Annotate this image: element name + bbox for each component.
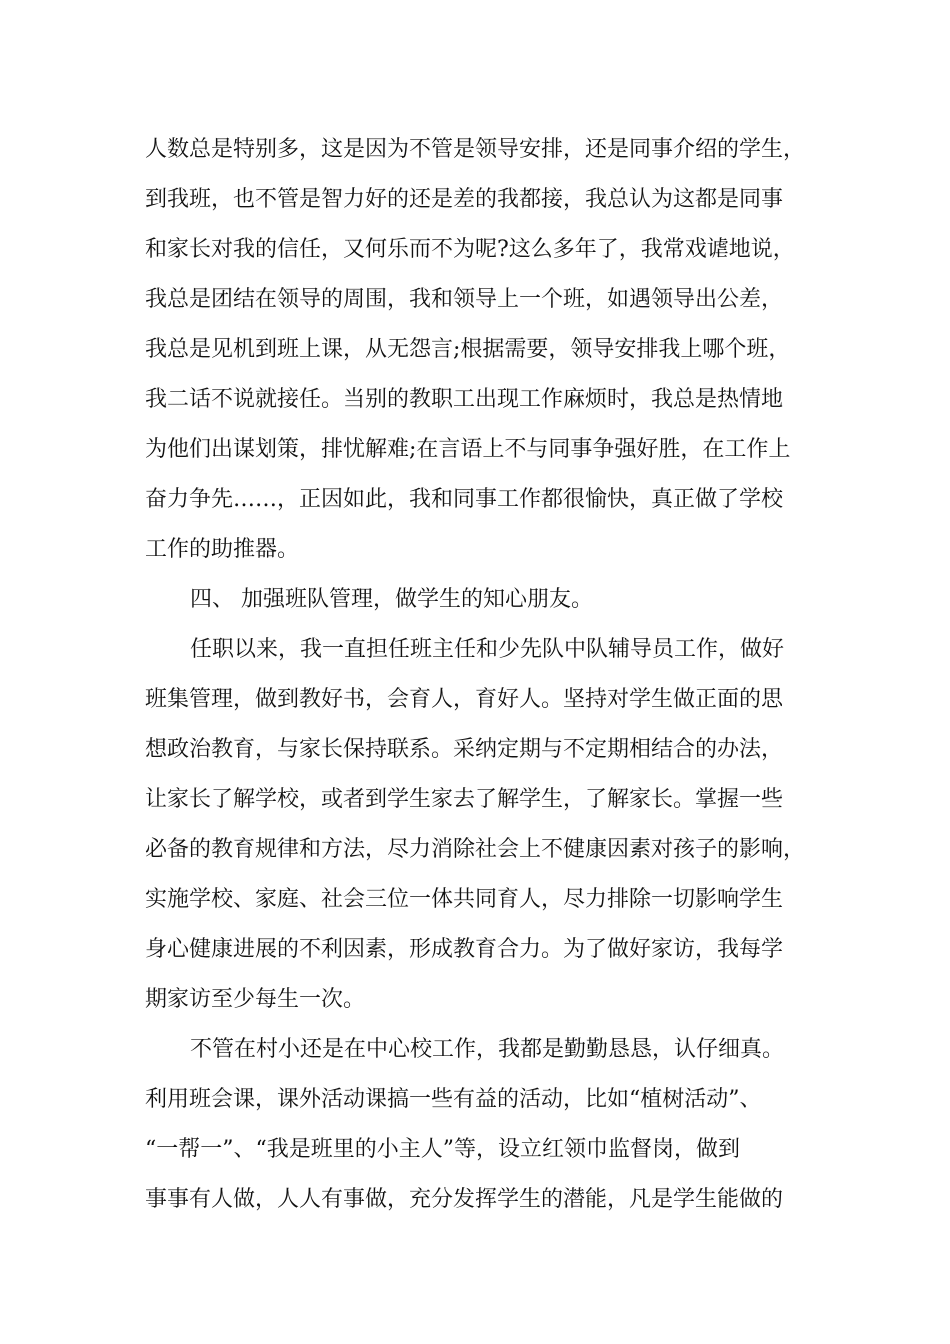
text-line-4: 我总是团结在领导的周围，我和领导上一个班，如遇领导出公差，: [145, 287, 784, 312]
text-line-6: 我二话不说就接任。当别的教职工出现工作麻烦时，我总是热情地: [145, 387, 784, 412]
text-line-5: 我总是见机到班上课，从无怨言;根据需要，领导安排我上哪个班，: [145, 337, 791, 362]
text-line-18: 期家访至少每生一次。: [145, 987, 366, 1012]
text-line-21: “一帮一”、“我是班里的小主人”等，设立红领巾监督岗，做到: [145, 1137, 740, 1162]
text-line-1: 人数总是特别多，这是因为不管是领导安排，还是同事介绍的学生，: [145, 137, 806, 162]
text-line-15: 必备的教育规律和方法，尽力消除社会上不健康因素对孩子的影响，: [145, 837, 806, 862]
text-line-8: 奋力争先……，正因如此，我和同事工作都很愉快，真正做了学校: [145, 487, 784, 512]
text-line-11: 任职以来，我一直担任班主任和少先队中队辅导员工作，做好: [190, 637, 785, 662]
text-line-14: 让家长了解学校，或者到学生家去了解学生，了解家长。掌握一些: [145, 787, 784, 812]
text-line-22: 事事有人做，人人有事做，充分发挥学生的潜能，凡是学生能做的: [145, 1187, 784, 1212]
text-line-16: 实施学校、家庭、社会三位一体共同育人，尽力排除一切影响学生: [145, 887, 784, 912]
text-line-7: 为他们出谋划策，排忧解难;在言语上不与同事争强好胜，在工作上: [145, 437, 791, 462]
text-line-12: 班集管理，做到教好书，会育人，育好人。坚持对学生做正面的思: [145, 687, 784, 712]
text-line-3: 和家长对我的信任，又何乐而不为呢?这么多年了，我常戏谑地说，: [145, 237, 795, 262]
text-line-19: 不管在村小还是在中心校工作，我都是勤勤恳恳，认仔细真。: [190, 1037, 785, 1062]
text-line-2: 到我班，也不管是智力好的还是差的我都接，我总认为这都是同事: [145, 187, 784, 212]
text-line-17: 身心健康进展的不利因素，形成教育合力。为了做好家访，我每学: [145, 937, 784, 962]
section-heading: 四、 加强班队管理，做学生的知心朋友。: [190, 587, 593, 612]
text-line-20: 利用班会课，课外活动课搞一些有益的活动，比如“植树活动”、: [145, 1087, 762, 1112]
text-line-13: 想政治教育，与家长保持联系。采纳定期与不定期相结合的办法，: [145, 737, 784, 762]
text-line-9: 工作的助推器。: [145, 537, 300, 562]
